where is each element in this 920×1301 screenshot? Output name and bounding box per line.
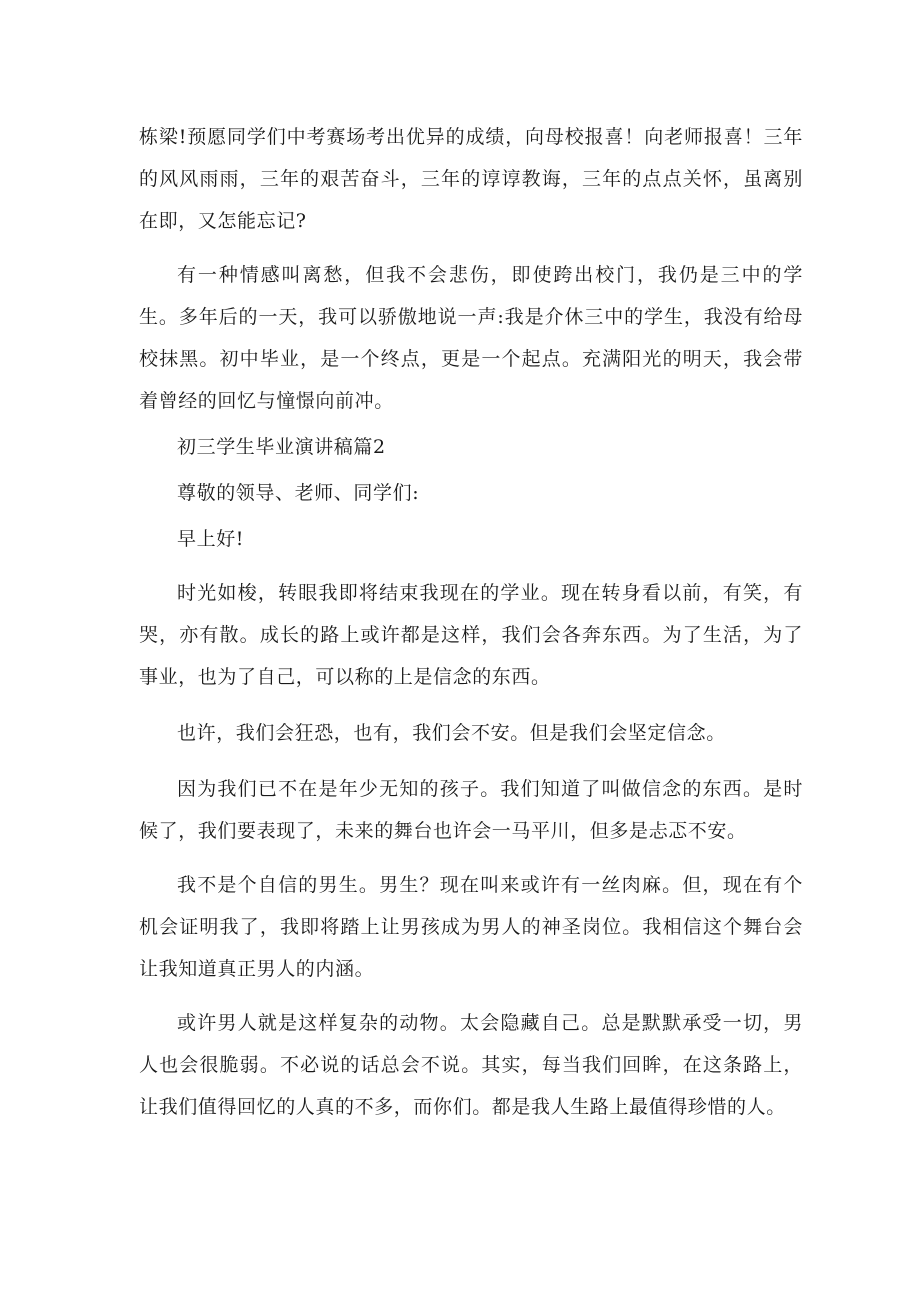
paragraph-confidence: 我不是个自信的男生。男生？现在叫来或许有一丝肉麻。但，现在有个机会证明我了，我即将踏上让男孩成为男人的神圣岗位。我相信这个舞台会让我知道真正男人的内涵。 xyxy=(139,874,803,980)
greeting: 早上好! xyxy=(177,528,245,550)
paragraph-continuation: 栋梁!预愿同学们中考赛场考出优异的成绩，向母校报喜！向老师报喜！三年的风风雨雨，三年的艰苦奋斗，三年的谆谆教诲，三年的点点关怀，虽离别在即，又怎能忘记? xyxy=(139,126,803,232)
paragraph-belief: 也许，我们会狂恐，也有，我们会不安。但是我们会坚定信念。 xyxy=(177,722,726,744)
salutation: 尊敬的领导、老师、同学们: xyxy=(177,482,420,504)
paragraph-farewell: 有一种情感叫离愁，但我不会悲伤，即使跨出校门，我仍是三中的学生。多年后的一天，我可以骄傲地说一声:我是介休三中的学生，我没有给母校抹黑。初中毕业，是一个终点，更是一个起点。充满阳光的明天，我会带着曾经的回忆与憧憬向前冲。 xyxy=(139,264,803,412)
document-body xyxy=(139,116,803,1128)
paragraph-grown-up: 因为我们已不在是年少无知的孩子。我们知道了叫做信念的东西。是时候了，我们要表现了，未来的舞台也许会一马平川，但多是忐忑不安。 xyxy=(139,778,803,842)
paragraph-time-flies: 时光如梭，转眼我即将结束我现在的学业。现在转身看以前，有笑，有哭，亦有散。成长的路上或许都是这样，我们会各奔东西。为了生活，为了事业，也为了自己，可以称的上是信念的东西。 xyxy=(139,582,803,688)
paragraph-reflection: 或许男人就是这样复杂的动物。太会隐藏自己。总是默默承受一切，男人也会很脆弱。不必说的话总会不说。其实，每当我们回眸，在这条路上，让我们值得回忆的人真的不多，而你们。都是我人生路上最值得珍惜的人。 xyxy=(139,1012,803,1118)
section-heading: 初三学生毕业演讲稿篇2 xyxy=(177,436,386,458)
